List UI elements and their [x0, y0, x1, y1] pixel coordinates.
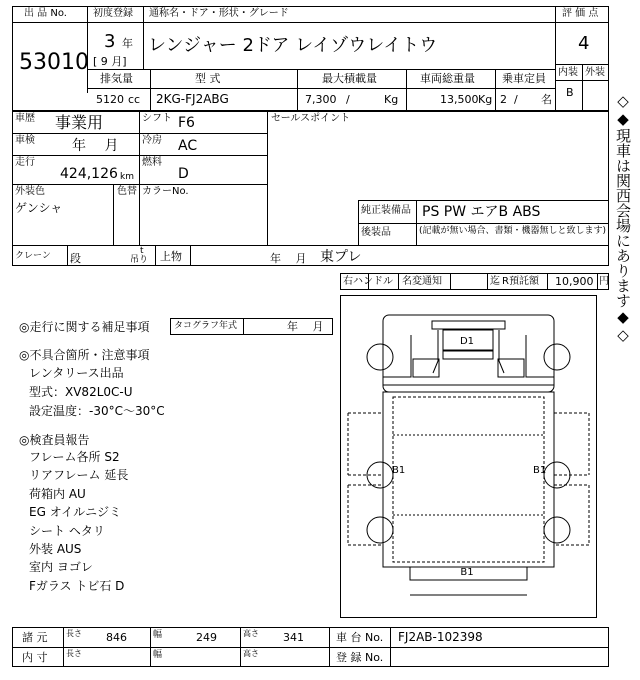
- history-value: 事業用: [55, 113, 104, 132]
- crane-dan: 段: [70, 252, 81, 265]
- damage-mark: B1: [533, 465, 547, 476]
- sales-label: セールスポイント: [271, 113, 351, 124]
- inspection-label: 車検: [15, 135, 35, 146]
- inspector-line: Fガラス トビ石 D: [29, 578, 125, 593]
- notice-label: 名変通知: [402, 276, 442, 287]
- color-value: ゲンシャ: [15, 201, 63, 215]
- gvw-value: 13,500: [440, 93, 479, 106]
- inspector-line: EG オイルニジミ: [29, 505, 122, 520]
- load-label: 最大積載量: [322, 72, 377, 85]
- reg-label: 初度登録: [93, 8, 133, 19]
- chassis-label: 車 台 No.: [336, 631, 384, 644]
- gvw-unit: Kg: [478, 93, 493, 106]
- recycle-label: R預託額: [502, 276, 539, 287]
- defect-line: 設定温度：-30°C～30°C: [29, 404, 165, 418]
- equip-label: 純正装備品: [361, 205, 411, 216]
- width-value: 249: [196, 631, 217, 644]
- color-change-label: 色替: [117, 186, 137, 197]
- car-name: レンジャー 2ドア レイゾウレイトウ: [148, 35, 438, 56]
- recycle-unit: 円: [599, 276, 609, 287]
- crane-t: t: [140, 246, 144, 256]
- length-value: 846: [106, 631, 127, 644]
- inner-label: 内 寸: [22, 651, 48, 664]
- cap-value: 2: [500, 93, 507, 106]
- load-slash: /: [346, 93, 350, 106]
- shift-value: F6: [178, 115, 195, 131]
- disp-label: 排気量: [100, 72, 133, 85]
- upper-value: 東プレ: [320, 249, 362, 265]
- inspector-line: 荷箱内 AU: [29, 486, 86, 501]
- shift-label: シフト: [142, 113, 172, 124]
- cap-unit: 名: [541, 93, 552, 106]
- model-value: 2KG-FJ2ABG: [156, 92, 229, 106]
- inspector-line: リアフレーム 延長: [29, 468, 129, 483]
- cap-slash: /: [514, 93, 518, 106]
- lot-label: 出 品 No.: [24, 8, 67, 19]
- crane-tsuri: 吊り: [130, 255, 149, 265]
- vehicle-diagram: [340, 295, 597, 618]
- reg-year: 3: [104, 31, 116, 52]
- fuel-value: D: [178, 166, 189, 182]
- defect-title: ◎不具合箇所・注意事項: [19, 348, 150, 362]
- score-label: 評 価 点: [562, 8, 599, 19]
- damage-mark: D1: [459, 336, 475, 347]
- load-value: 7,300: [305, 93, 337, 106]
- height-label-inner: 高さ: [243, 649, 259, 658]
- defect-line: レンタリース出品: [29, 366, 124, 380]
- defect-list: [29, 364, 165, 421]
- color-no-label: カラーNo.: [142, 186, 189, 197]
- handle-label: 右ハンドル: [343, 276, 393, 287]
- reg-month: [ 9 月]: [93, 55, 127, 68]
- color-label: 外装色: [15, 186, 45, 197]
- venue-notice-text: ◇◆現車は関西会場にあります◆◇: [614, 92, 632, 344]
- chassis-value: FJ2AB-102398: [398, 630, 483, 644]
- venue-notice: [611, 92, 635, 344]
- model-label: 型 式: [195, 72, 221, 85]
- height-value: 341: [283, 631, 304, 644]
- aftermarket-note: (記載が無い場合、書類・機器無しと致します): [419, 226, 607, 236]
- tacho-label: タコグラフ年式: [174, 321, 238, 331]
- upper-date: 年 月: [270, 252, 307, 265]
- equip-value: PS PW エアB ABS: [422, 204, 541, 220]
- cap-label: 乗車定員: [502, 72, 546, 85]
- notice-suffix: 迄: [490, 276, 500, 287]
- score-value: 4: [578, 33, 590, 54]
- inspector-list: [29, 448, 128, 595]
- length-label-inner: 長さ: [66, 649, 82, 658]
- reg-no-label: 登 録 No.: [336, 651, 384, 664]
- dim-label: 諸 元: [22, 631, 48, 644]
- inspector-line: 室内 ヨゴレ: [29, 560, 93, 575]
- recycle-value: 10,900: [555, 275, 594, 288]
- mileage-value: 424,126: [60, 166, 118, 182]
- interior-score: B: [566, 86, 574, 99]
- height-label: 高さ: [243, 629, 259, 638]
- aftermarket-label: 後装品: [361, 227, 391, 238]
- load-unit: Kg: [384, 93, 399, 106]
- cooler-label: 冷房: [142, 135, 162, 146]
- gvw-label: 車両総重量: [420, 72, 475, 85]
- lot-number: 53010: [19, 50, 89, 75]
- mileage-label: 走行: [15, 157, 35, 168]
- driving-notes-title: ◎走行に関する補足事項: [19, 320, 150, 334]
- inspector-title: ◎検査員報告: [19, 433, 90, 447]
- inspector-line: シート ヘタリ: [29, 523, 105, 538]
- crane-label: クレーン: [15, 251, 51, 261]
- interior-label: 内装: [558, 67, 578, 78]
- width-label: 幅: [153, 630, 163, 640]
- disp-value: 5120: [96, 93, 124, 106]
- defect-line: 型式：XV82L0C-U: [29, 385, 133, 399]
- damage-mark: B1: [392, 465, 406, 476]
- inspection-value: 年 月: [72, 138, 119, 154]
- spec-frame: [12, 111, 609, 266]
- exterior-label: 外装: [585, 67, 605, 78]
- mileage-unit: km: [120, 172, 134, 182]
- inspector-line: 外装 AUS: [29, 542, 82, 557]
- cooler-value: AC: [178, 138, 198, 154]
- tacho-date: 年 月: [287, 320, 324, 333]
- length-label: 長さ: [66, 629, 82, 638]
- upper-label: 上物: [160, 250, 182, 263]
- name-label: 通称名・ドア・形状・グレード: [149, 8, 289, 19]
- history-label: 車歴: [15, 113, 35, 124]
- damage-mark: B1: [460, 567, 474, 578]
- width-label-inner: 幅: [153, 650, 163, 660]
- reg-year-unit: 年: [122, 37, 133, 50]
- disp-unit: cc: [128, 93, 141, 106]
- inspector-line: フレーム各所 S2: [29, 450, 120, 464]
- fuel-label: 燃料: [142, 157, 162, 168]
